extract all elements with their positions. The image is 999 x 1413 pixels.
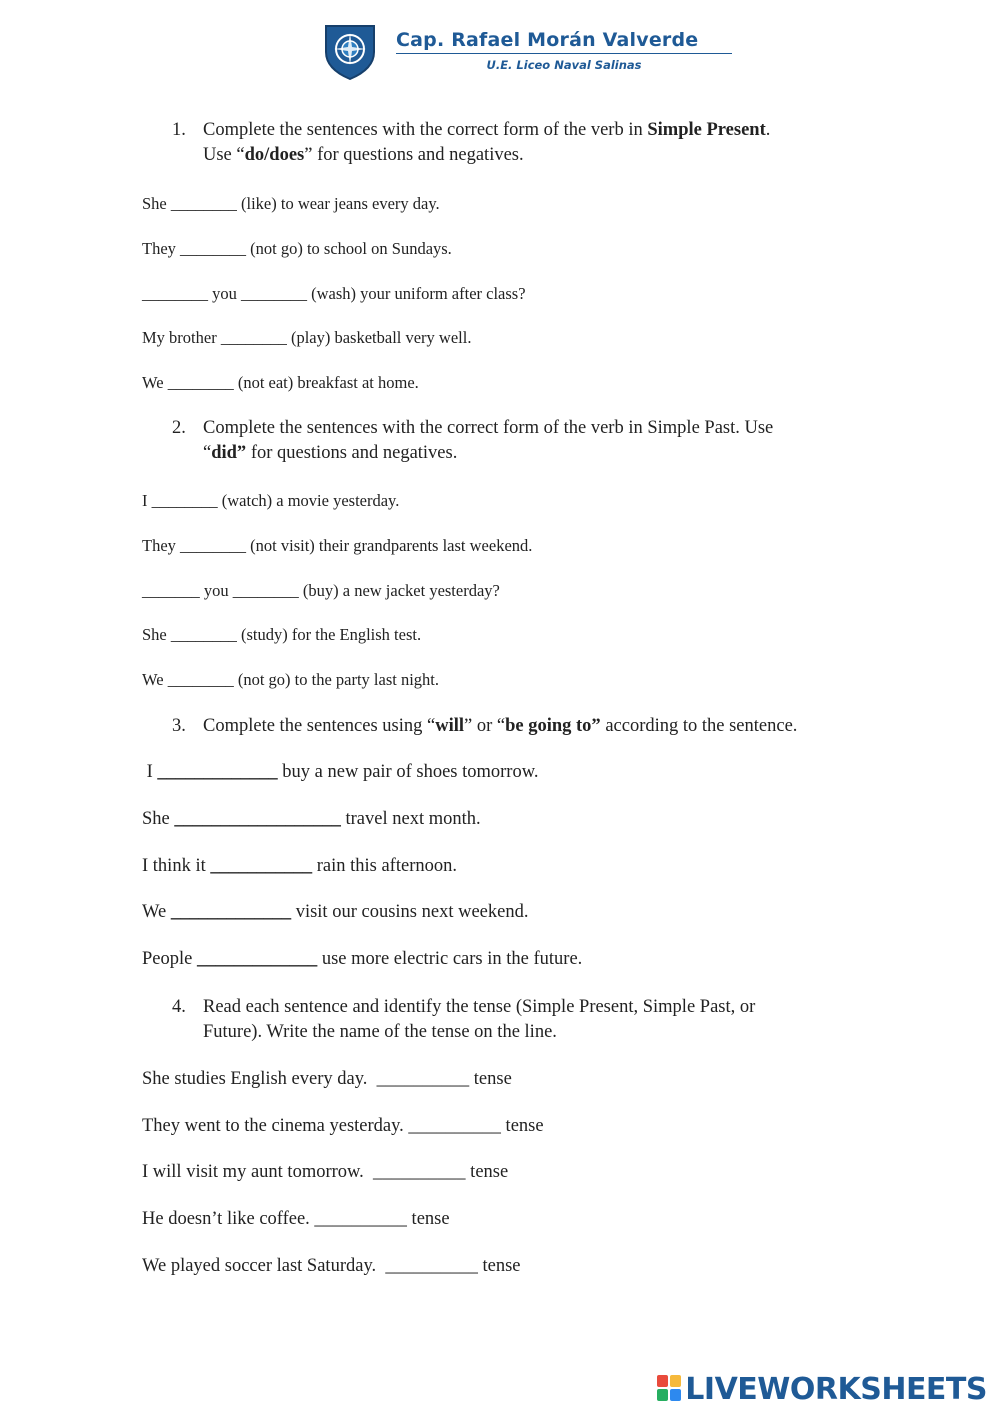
exercise-sentence[interactable]: She __________________ travel next month. [142,809,481,829]
exercise-number: 2. [172,418,186,438]
exercise-number: 1. [172,120,186,140]
exercise-sentence[interactable]: They ________ (not go) to school on Sundays. [142,239,452,258]
liveworksheets-wordmark: LIVEWORKSHEETS [685,1372,987,1407]
instruction-line: Complete the sentences using “will” or “be going to” according to the sentence. [203,716,798,736]
answer-blank[interactable]: ___________ [210,856,313,876]
exercise-sentence[interactable]: People _____________ use more electric cars in the future. [142,949,583,969]
instruction-line: Use “do/does” for questions and negatives. [203,145,524,165]
instruction-line: Complete the sentences with the correct form of the verb in Simple Past. Use [203,418,774,438]
exercise-sentence[interactable]: They ________ (not visit) their grandparents last weekend. [142,536,533,555]
exercise-sentence[interactable]: I ________ (watch) a movie yesterday. [142,491,400,510]
school-name: Cap. Rafael Morán Valverde [396,29,699,51]
exercise-sentence[interactable]: We ________ (not go) to the party last night. [142,670,439,689]
exercise-sentence[interactable]: She studies English every day. __________ tense [142,1069,512,1089]
instruction-line: Complete the sentences with the correct form of the verb in Simple Present. [203,120,771,140]
instruction-line: Read each sentence and identify the tense (Simple Present, Simple Past, or [203,997,756,1017]
exercise-number: 3. [172,716,186,736]
exercise-sentence[interactable]: We _____________ visit our cousins next weekend. [142,902,529,922]
answer-blank[interactable]: _____________ [170,902,292,922]
exercise-sentence[interactable]: I think it ___________ rain this afternoon. [142,856,457,876]
instruction-line: “did” for questions and negatives. [203,443,458,463]
exercise-sentence[interactable]: We played soccer last Saturday. __________ tense [142,1256,521,1276]
exercise-sentence[interactable]: I will visit my aunt tomorrow. __________ tense [142,1162,509,1182]
answer-blank[interactable]: _____________ [196,949,318,969]
exercise-sentence[interactable]: She ________ (study) for the English test. [142,625,422,644]
liveworksheets-logo-icon [657,1375,681,1401]
header-rule [396,53,732,54]
answer-blank[interactable]: __________________ [174,809,341,829]
exercise-sentence[interactable]: I _____________ buy a new pair of shoes tomorrow. [142,762,539,782]
school-subtitle: U.E. Liceo Naval Salinas [486,58,642,72]
exercise-sentence[interactable]: _______ you ________ (buy) a new jacket yesterday? [142,581,500,600]
school-header [322,22,742,82]
exercise-sentence[interactable]: My brother ________ (play) basketball very well. [142,328,472,347]
exercise-sentence[interactable]: We ________ (not eat) breakfast at home. [142,373,419,392]
exercise-sentence[interactable]: He doesn’t like coffee. __________ tense [142,1209,450,1229]
instruction-line: Future). Write the name of the tense on the line. [203,1022,557,1042]
exercise-sentence[interactable]: They went to the cinema yesterday. __________ tense [142,1116,544,1136]
exercise-sentence[interactable]: ________ you ________ (wash) your uniform after class? [142,284,526,303]
liveworksheets-brand[interactable] [657,1372,987,1407]
school-crest-icon [322,22,378,80]
exercise-number: 4. [172,997,186,1017]
exercise-sentence[interactable]: She ________ (like) to wear jeans every day. [142,194,440,213]
answer-blank[interactable]: _____________ [157,762,278,782]
